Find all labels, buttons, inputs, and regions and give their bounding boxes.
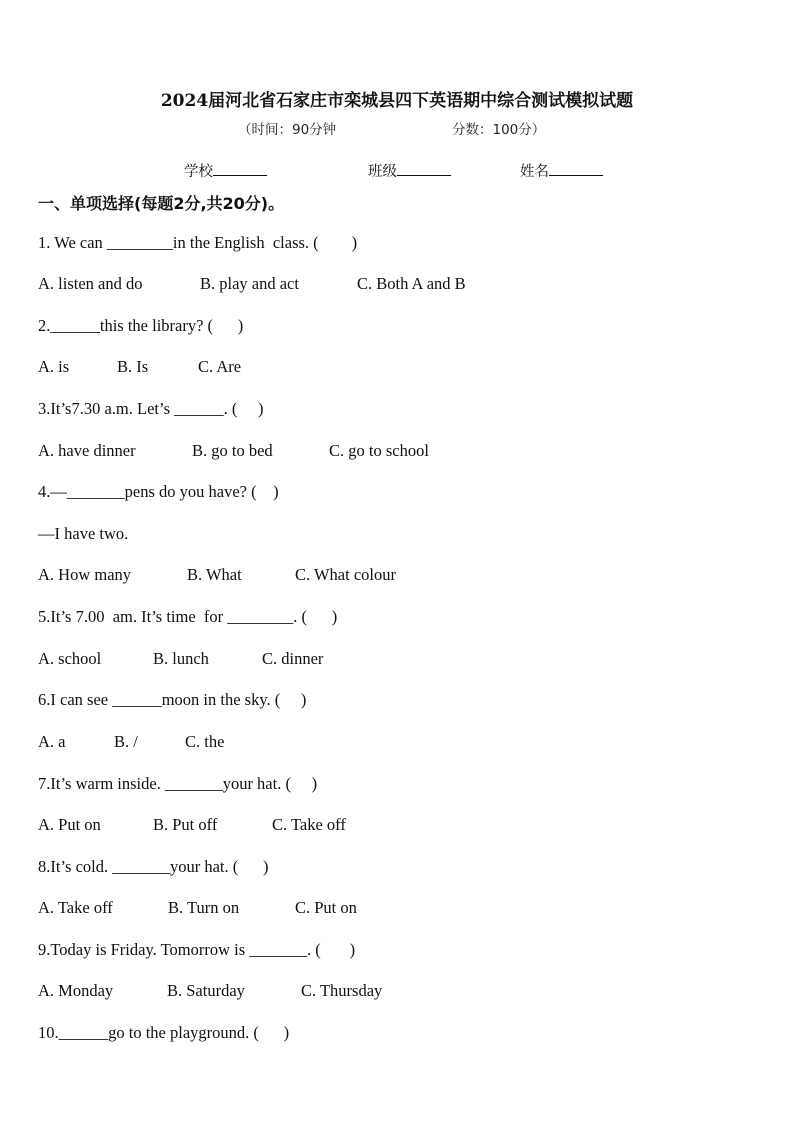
- name-blank: [549, 161, 603, 176]
- school-blank: [213, 161, 267, 176]
- q7-option-a: A. Put on: [38, 815, 101, 834]
- q8-option-a: A. Take off: [38, 898, 113, 917]
- class-blank: [397, 161, 451, 176]
- q4-option-a: A. How many: [38, 565, 132, 584]
- name-label: 姓名: [520, 164, 549, 180]
- q2-option-a: A. is: [38, 357, 70, 376]
- q5-option-c: C. dinner: [262, 649, 324, 668]
- question-6: 6.I can see ______moon in the sky. ( ): [38, 690, 307, 709]
- q6-option-b: B. /: [114, 732, 138, 751]
- question-7: 7.It’s warm inside. _______your hat. ( ): [38, 774, 318, 793]
- class-field: [368, 160, 451, 181]
- question-5: 5.It’s 7.00 am. It’s time for ________. ( ): [38, 607, 338, 626]
- section-heading: 一、单项选择(每题2分,共20分)。: [38, 194, 285, 213]
- q7-option-c: C. Take off: [272, 815, 346, 834]
- q1-option-a: A. listen and do: [38, 274, 143, 293]
- question-4: 4.—_______pens do you have? ( ): [38, 482, 279, 501]
- q8-option-b: B. Turn on: [168, 898, 240, 917]
- school-label: 学校: [184, 164, 213, 180]
- q4-option-b: B. What: [187, 565, 242, 584]
- q7-option-b: B. Put off: [153, 815, 218, 834]
- question-3: 3.It’s7.30 a.m. Let’s ______. ( ): [38, 399, 264, 418]
- exam-title: 2024届河北省石家庄市栾城县四下英语期中综合测试模拟试题: [160, 91, 634, 111]
- q3-option-a: A. have dinner: [38, 441, 136, 460]
- q6-option-a: A. a: [38, 732, 66, 751]
- q3-option-c: C. go to school: [329, 441, 429, 460]
- q9-option-a: A. Monday: [38, 981, 114, 1000]
- q1-option-c: C. Both A and B: [357, 274, 466, 293]
- q2-option-b: B. Is: [117, 357, 149, 376]
- class-label: 班级: [368, 164, 397, 180]
- question-9: 9.Today is Friday. Tomorrow is _______. ( ): [38, 940, 356, 959]
- q3-option-b: B. go to bed: [192, 441, 273, 460]
- q5-option-b: B. lunch: [153, 649, 209, 668]
- school-field: [184, 160, 267, 181]
- question-8: 8.It’s cold. _______your hat. ( ): [38, 857, 269, 876]
- name-field: [520, 160, 603, 181]
- question-1: 1. We can ________in the English class. ( ): [38, 233, 358, 252]
- q5-option-a: A. school: [38, 649, 102, 668]
- q9-option-c: C. Thursday: [301, 981, 383, 1000]
- question-2: 2.______this the library? ( ): [38, 316, 244, 335]
- q2-option-c: C. Are: [198, 357, 242, 376]
- q4-option-c: C. What colour: [295, 565, 396, 584]
- exam-time: （时间：90分钟: [238, 122, 337, 138]
- q8-option-c: C. Put on: [295, 898, 357, 917]
- q4-dialogue-answer: —I have two.: [38, 524, 129, 543]
- q9-option-b: B. Saturday: [167, 981, 245, 1000]
- q1-option-b: B. play and act: [200, 274, 299, 293]
- question-10: 10.______go to the playground. ( ): [38, 1023, 290, 1042]
- q6-option-c: C. the: [185, 732, 225, 751]
- exam-score: 分数：100分）: [452, 122, 546, 138]
